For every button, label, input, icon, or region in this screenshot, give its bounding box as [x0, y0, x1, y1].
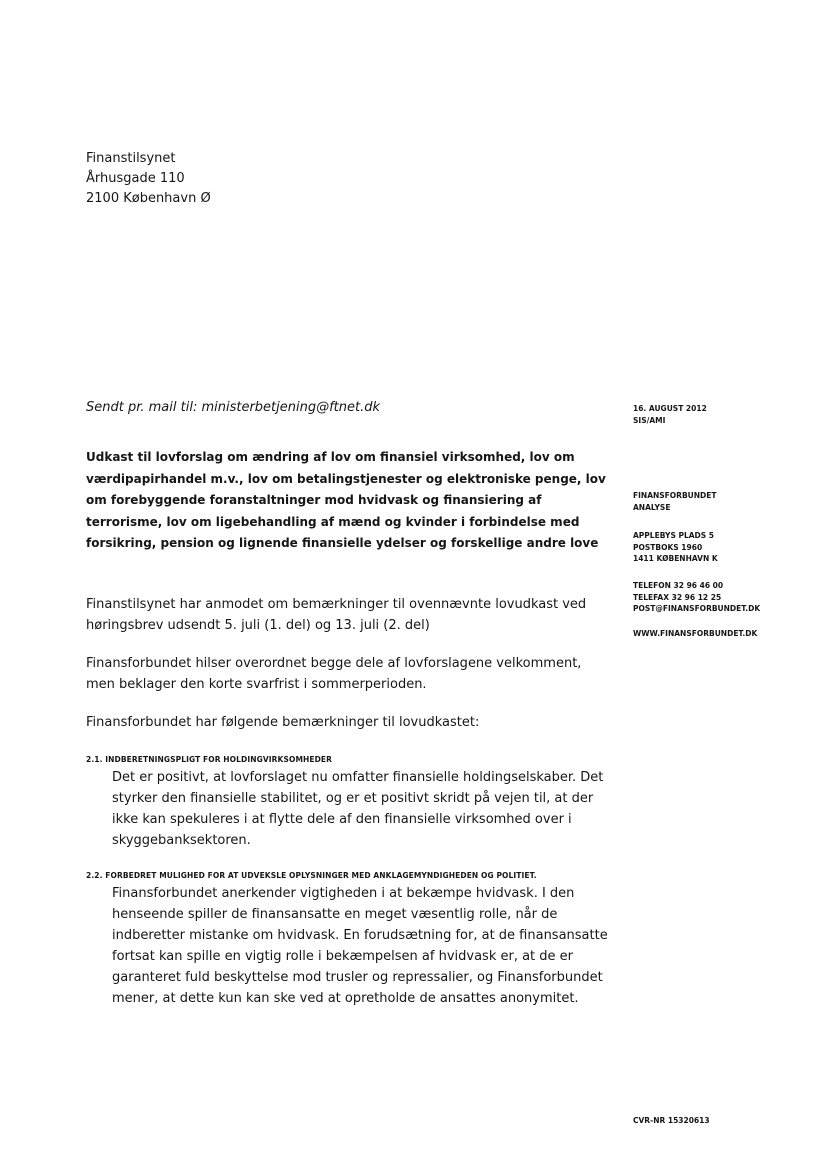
letter-subject: Udkast til lovforslag om ændring af lov om finansiel virksomhed, lov om værdipapirhandel m.v., lov om betalingstjenester og elektroniske penge, lov om forebyggende foranstaltninger mod hvidvask og finansiering af terrorisme, lov om ligebehandling af mænd og kvinder i forbindelse med forsikring, pension og lignende finansielle ydelser og forskellige andre love	[86, 450, 606, 550]
org-website: WWW.FINANSFORBUNDET.DK	[633, 629, 758, 638]
body-paragraph-1: Finanstilsynet har anmodet om bemærkninger til ovennævnte lovudkast ved høringsbrev udsendt 5. juli (1. del) og 13. juli (2. del)	[86, 597, 587, 633]
section-body-2-2: Finansforbundet anerkender vigtigheden i at bekæmpe hvidvask. I den henseende spiller de finansansatte en meget væsentlig rolle, når de indberetter mistanke om hvidvask. En forudsætning for, at de finansansatte fortsat kan spille en vigtig rolle i bekæmpelsen af hvidvask er, at de er garanteret fuld beskyttelse mod trusler og repressalier, og Finansforbundet mener, at dette kun kan ske ved at opretholde de ansattes anonymitet.	[112, 886, 608, 1006]
recipient-name: Finanstilsynet	[86, 151, 176, 166]
cvr-number: CVR-NR 15320613	[633, 1116, 710, 1125]
section-heading-2-1: 2.1. INDBERETNINGSPLIGT FOR HOLDINGVIRKSOMHEDER	[86, 755, 333, 764]
sidebar-organization	[633, 490, 717, 513]
sidebar-date-block	[633, 403, 707, 426]
org-department: ANALYSE	[633, 502, 671, 512]
body-paragraph-2: Finansforbundet hilser overordnet begge dele af lovforslagene velkomment, men beklager den korte svarfrist i sommerperioden.	[86, 656, 582, 692]
recipient-city: 2100 København Ø	[86, 191, 211, 206]
org-city: 1411 KØBENHAVN K	[633, 554, 718, 563]
sent-by-mail-line: Sendt pr. mail til: ministerbetjening@ftnet.dk	[86, 400, 381, 415]
recipient-street: Århusgade 110	[86, 171, 185, 186]
org-street: APPLEBYS PLADS 5	[633, 531, 714, 540]
org-pobox: POSTBOKS 1960	[633, 542, 703, 552]
org-email: POST@FINANSFORBUNDET.DK	[633, 604, 761, 613]
recipient-address	[86, 149, 211, 209]
section-heading-2-2: 2.2. FORBEDRET MULIGHED FOR AT UDVEKSLE OPLYSNINGER MED ANKLAGEMYNDIGHEDEN OG POLITIET.	[86, 871, 537, 880]
section-body-2-1: Det er positivt, at lovforslaget nu omfatter finansielle holdingselskaber. Det styrker den finansielle stabilitet, og er et positivt skridt på vejen til, at der ikke kan spekuleres i at flytte dele af den finansielle virksomhed over i skyggebanksektoren.	[112, 770, 604, 848]
body-paragraph-3: Finansforbundet har følgende bemærkninger til lovudkastet:	[86, 715, 480, 730]
org-name: FINANSFORBUNDET	[633, 491, 717, 500]
sidebar-contact	[633, 580, 760, 615]
org-fax: TELEFAX 32 96 12 25	[633, 592, 722, 602]
letter-reference: SIS/AMI	[633, 415, 666, 425]
letter-date: 16. AUGUST 2012	[633, 404, 707, 413]
sidebar-address	[633, 530, 718, 565]
org-phone: TELEFON 32 96 46 00	[633, 581, 724, 590]
